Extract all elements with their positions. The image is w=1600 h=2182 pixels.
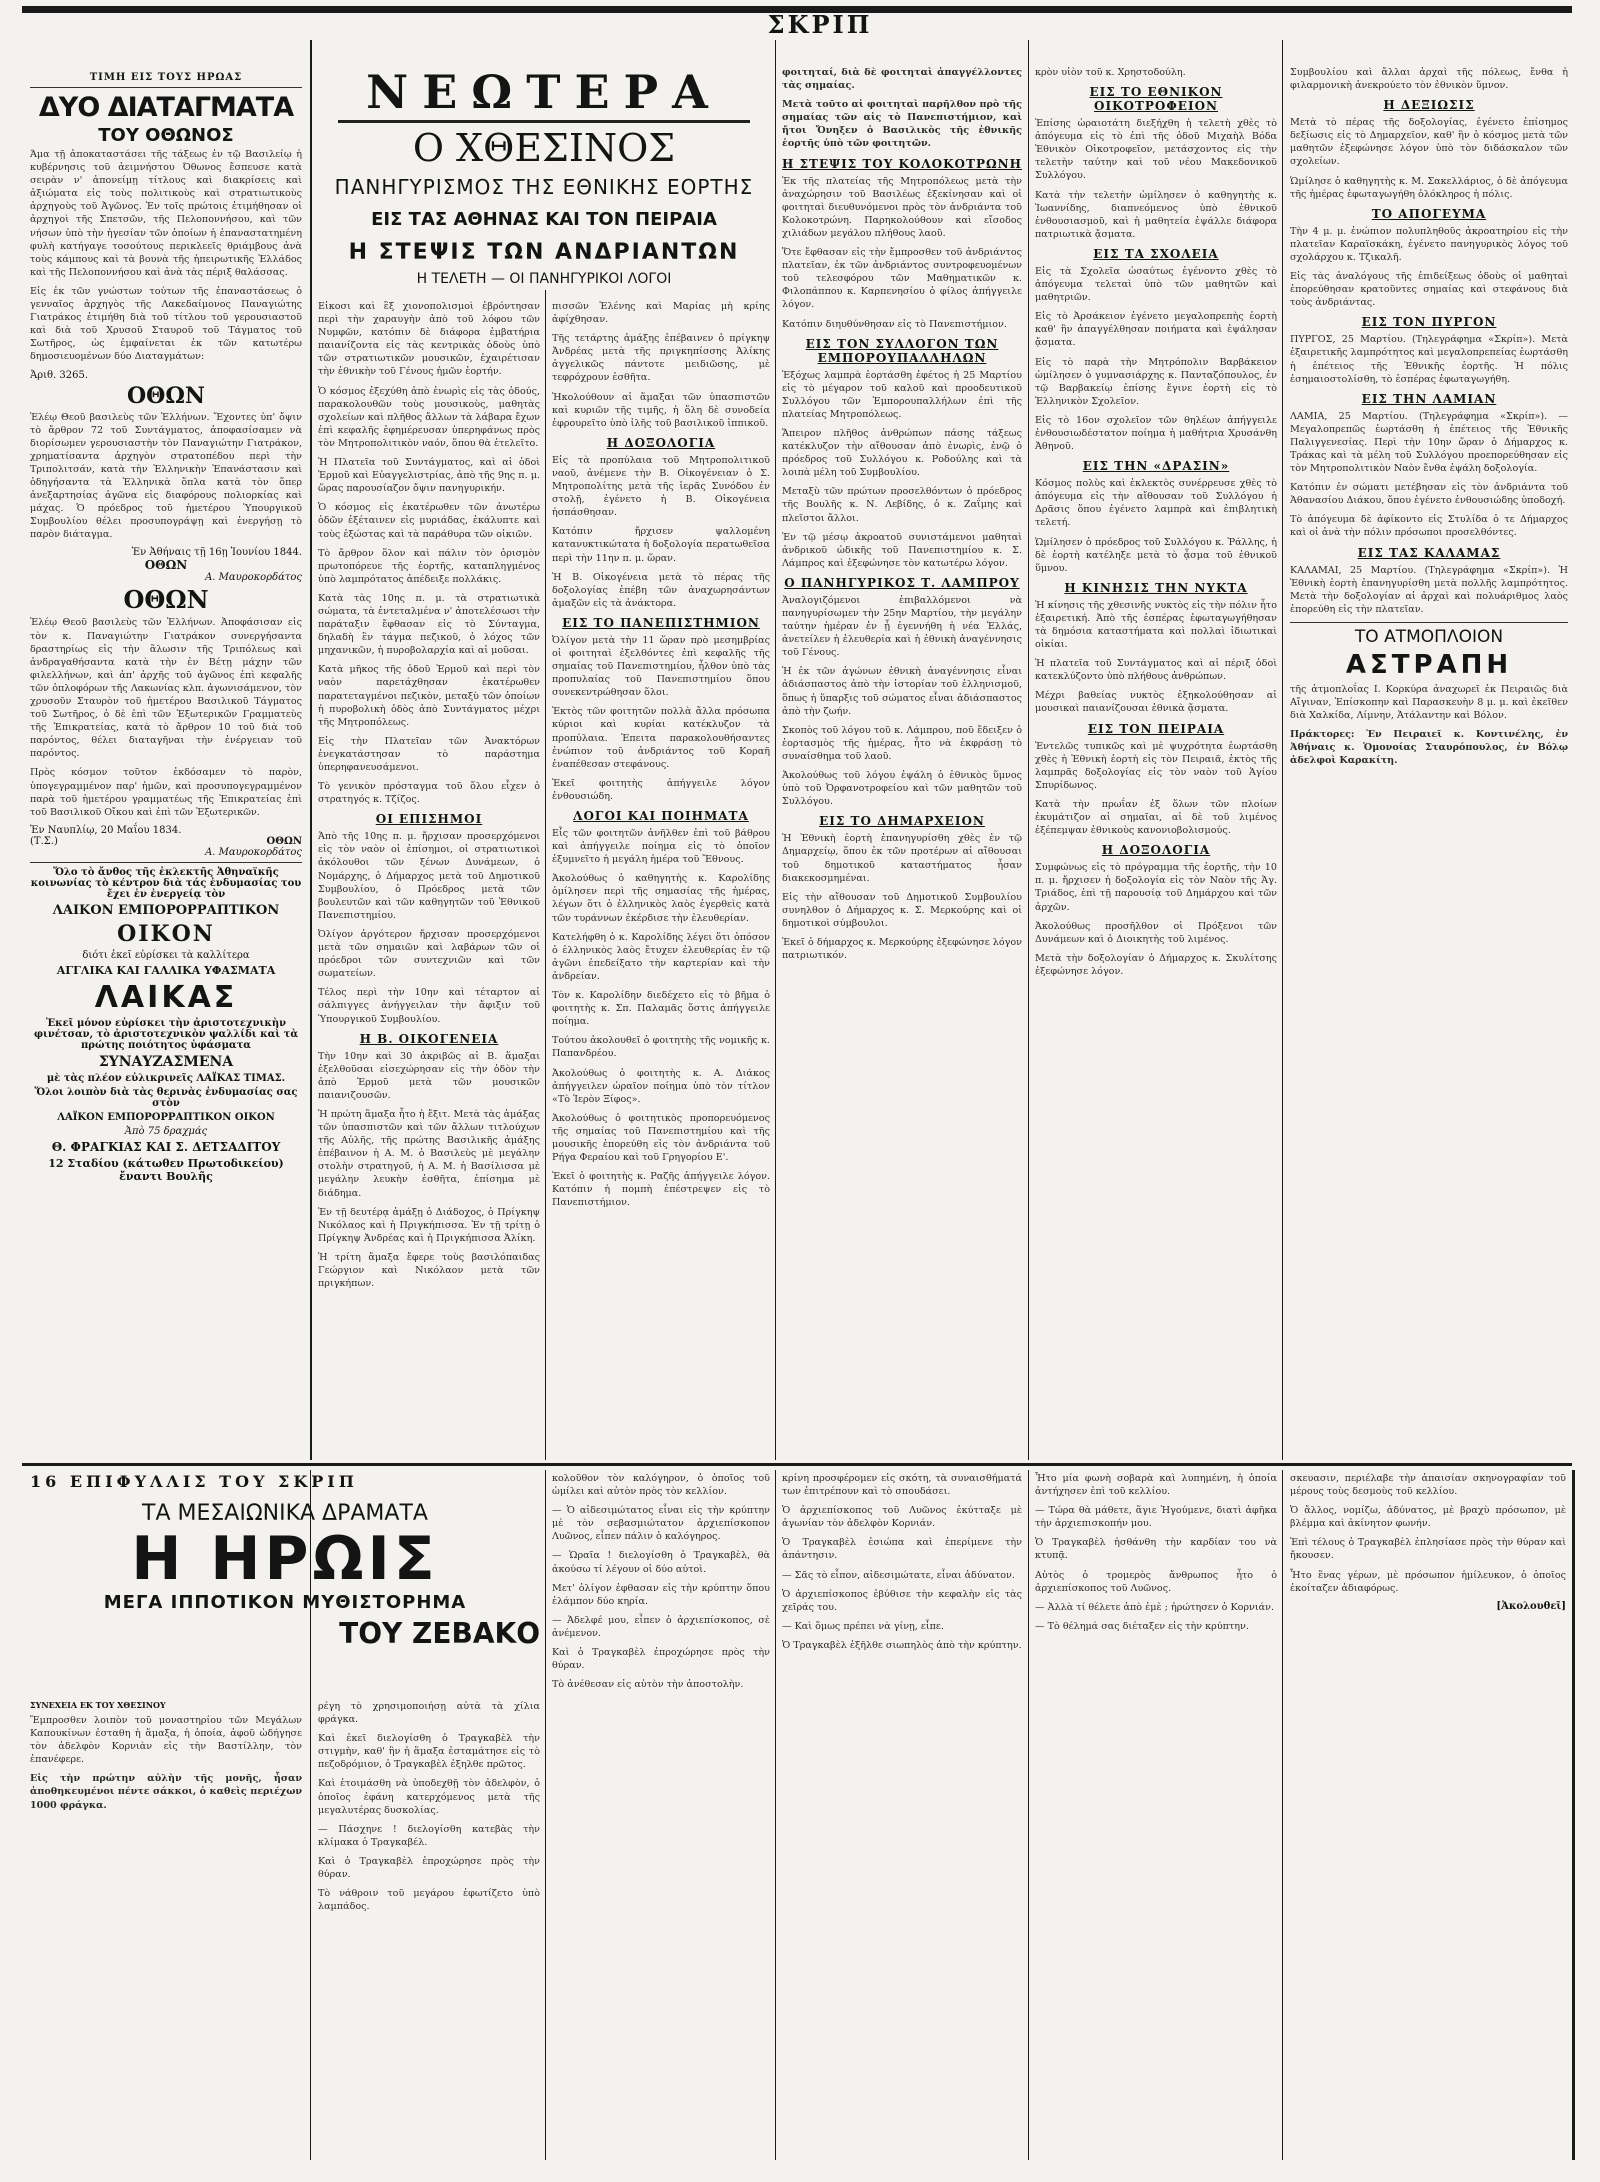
article-paragraph: Ἦτο μία φωνὴ σοβαρὰ καὶ λυπημένη, ἡ ὁποία ἀντήχησεν ἐπὶ τοῦ κελλίου. xyxy=(1035,1473,1277,1498)
section-heading: ΕΙΣ ΤΑΣ ΚΑΛΑΜΑΣ xyxy=(1357,545,1501,560)
column-6 xyxy=(1290,66,1568,1458)
article-paragraph: Ὡμίλησε ὁ καθηγητὴς κ. Μ. Σακελλάριος, ὁ δὲ ἀπόγευμα τῆς ἡμέρας ἐφωταγωγήθη ὁλόκληρος ἡ πόλις. xyxy=(1290,175,1568,200)
article-paragraph: Ἐκτὸς τῶν φοιτητῶν πολλὰ ἄλλα πρόσωπα κύριοι καὶ κυρίαι κατέκλυζον τὰ προπύλαια. Ἐπειτα παρακολουθήσαντες ἐνώπιον τοῦ ἀνδριάντος τοῦ Κοραῆ ἐναπέθεσαν στεφάνους. xyxy=(552,706,770,770)
headline: ΕΙΣ ΤΑΣ ΑΘΗΝΑΣ ΚΑΙ ΤΟΝ ΠΕΙΡΑΙΑ xyxy=(371,209,717,230)
section-heading: Η ΔΕΞΙΩΣΙΣ xyxy=(1383,98,1475,113)
serial-column-6 xyxy=(1290,1472,1566,2165)
article-paragraph: Κατόπιν ἐν σώματι μετέβησαν εἰς τὸν ἀνδριάντα τοῦ Ἀθανασίου Διάκου, ὅπου ἐγένετο ἐνθουσιώδης ὑποδοχή. xyxy=(1290,482,1568,507)
ad-heading: ΑΣΤΡΑΠΗ xyxy=(1345,649,1513,680)
seal-mark: (Τ.Σ.) xyxy=(30,835,58,847)
article-paragraph: Τέλος περὶ τὴν 10ην καὶ τέταρτον αἱ σάλπιγγες ἀνήγγειλαν τὴν ἄφιξιν τοῦ Ὑπουργικοῦ Συμβουλίου. xyxy=(318,987,540,1025)
article-paragraph: Κατὰ τὴν τελετὴν ὡμίλησεν ὁ καθηγητὴς κ. Ἰωαννίδης, διαπνεόμενος ὑπὸ ἐθνικοῦ ἐνθουσιασμοῦ, καὶ ἡ μαθητεία ἐψάλλε διάφορα πατριωτικὰ ᾄσματα. xyxy=(1035,189,1277,240)
section-heading: ΕΙΣ ΤΟΝ ΠΕΙΡΑΙΑ xyxy=(1087,721,1225,736)
decree-date: Ἐν Ναυπλίῳ, 20 Μαΐου 1834. xyxy=(30,824,182,836)
section-heading: Η ΚΙΝΗΣΙΣ ΤΗΝ ΝΥΚΤΑ xyxy=(1064,580,1248,595)
ad-heading: ΤΟ ΑΤΜΟΠΛΟΙΟΝ xyxy=(1354,626,1504,647)
article-paragraph: — Πάσχηνε ! διελογίσθη κατεβὰς τὴν κλίμακα ὁ Τραγκαβέλ. xyxy=(318,1823,540,1848)
article-paragraph: Ἀκολούθως ὁ φοιτητὴς κ. Α. Διάκος ἀπήγγειλεν ὡραῖον ποίημα ὑπὸ τὸν τίτλον «Τὸ Ἱερὸν Ξίφος». xyxy=(552,1067,770,1105)
countersignature: Α. Μαυροκορδάτος xyxy=(205,846,302,858)
section-heading: Η ΔΟΞΟΛΟΓΙΑ xyxy=(1101,843,1211,858)
article-paragraph: Ἐκ τῆς πλατείας τῆς Μητροπόλεως μετὰ τὴν ἀναχώρησιν τοῦ Βασιλέως ἐξεκίνησαν καὶ οἱ φοιτηταὶ διευθυνόμενοι πρὸς τὸν ἀνδριάντα τοῦ Κολοκοτρώνη. Παρηκολούθουν καὶ εἴσοδος χιλιάδων μεγάλου πλήθους λαοῦ. xyxy=(782,175,1022,239)
section-heading: ΤΟ ΑΠΟΓΕΥΜΑ xyxy=(1371,206,1487,221)
article-paragraph: Ἐλέῳ Θεοῦ βασιλεὺς τῶν Ἑλλήνων. Ἀποφάσισαν εἰς τὸν κ. Παναγιώτην Γιατράκον συνεργήσαντα δραστηρίως εἰς τὴν ἅλωσιν τῆς Τριπόλεως καὶ ἀνδραγαθήσαντα κατὰ τὴν ἐν Βέτῃ μάχην τῶν φιλελλήνων, καὶ ἀπ' ἀρχῆς τοῦ ἀγῶνος ἐπὶ κεφαλῆς τῶν ὁπλοφόρων τῆς Λακωνίας κλπ. ἀγωνισάμενον, τὸν χρυσοῦν Σταυρὸν τοῦ ἡμετέρου Βασιλικοῦ Τάγματος τοῦ Σωτῆρος, ὁ δὲ ἐπὶ τῶν Ἐξωτερικῶν Γραμματεὺς τῆς Ἐπικρατείας, κατὰ τὸ ἄρθρον 10 τοῦ διὰ τοῦ παρόντος, θέλει διαταγῆναι τὴν ἐνέργειαν τοῦ παρόντος. xyxy=(30,617,302,760)
article-paragraph: Ὁ ἀρχιεπίσκοπος τοῦ Λυῶνος ἐκύτταξε μὲ ἀγωνίαν τὸν ἀδελφὸν Κορνιάν. xyxy=(782,1505,1022,1530)
decree-date: Ἐν Ἀθήναις τῇ 16ῃ Ἰουνίου 1844. xyxy=(131,547,302,559)
ad-owner: Θ. ΦΡΑΓΚΙΑΣ ΚΑΙ Σ. ΔΕΤΣΑΔΙΤΟΥ xyxy=(51,1139,281,1154)
ad-text: Ὅλο τὸ ἄνθος τῆς ἐκλεκτῆς Ἀθηναϊκῆς κοινωνίας τὸ κέντρον διὰ τάς ἐνδυμασίας του ἔχει ἐν ἐνεργείᾳ τὸν xyxy=(30,866,302,900)
serial-header xyxy=(30,1472,540,1672)
article-paragraph: Κατὰ τὴν πρωΐαν ἐξ ὅλων τῶν πλοίων ἐκυμάτιζον αἱ σημαῖαι, αἱ δὲ τοῦ λιμένος ἐξέπεμψαν ἐθνικοὺς κανονιοβολισμούς. xyxy=(1035,798,1277,837)
article-paragraph: Συμβουλίου καὶ ἄλλαι ἀρχαὶ τῆς πόλεως, ἔνθα ἡ φιλαρμονικὴ ἀνεκρούετο τὸν ἐθνικὸν ὕμνον. xyxy=(1290,67,1568,92)
ad-heading: ΛΑΙΚΟΝ ΕΜΠΟΡΟΡΡΑΠΤΙΚΟΝ xyxy=(52,902,280,918)
ad-text: διότι ἐκεῖ εὑρίσκει τὰ καλλίτερα xyxy=(82,949,250,961)
subheadline: ΤΟΥ ΟΘΩΝΟΣ xyxy=(98,125,234,146)
article-paragraph: ρέγη τὸ χρησιμοποιήσῃ αὐτὰ τὰ χίλια φράγκα. xyxy=(318,1701,540,1726)
article-paragraph: Ἐν τῇ δευτέρᾳ ἁμάξῃ ὁ Διάδοχος, ὁ Πρίγκηψ Νικόλαος καὶ ἡ Πριγκήπισσα. Ἐν τῇ τρίτῃ ὁ Πρίγκηψ Ἀνδρέας καὶ ἡ Πριγκήπισσα Ἀλίκη. xyxy=(318,1206,540,1244)
serial-banner: 16 ΕΠΙΦΥΛΛΙΣ ΤΟΥ ΣΚΡΙΠ xyxy=(30,1472,358,1491)
ad-heading: ΛΑΙΚΑΣ xyxy=(94,979,238,1015)
section-heading: ΕΙΣ ΤΑ ΣΧΟΛΕΙΑ xyxy=(1093,246,1219,261)
article-paragraph: Ἦτο ἕνας γέρων, μὲ πρόσωπον ἡμίλευκον, ὁ ὁποῖος ἐκοίταζεν ἀδιαφόρως. xyxy=(1290,1569,1566,1594)
article-paragraph: Ὁ Τραγκαβὲλ ἠσθάνθη τὴν καρδίαν του νὰ κτυπᾷ. xyxy=(1035,1537,1277,1562)
article-paragraph: — Ὡραῖα ! διελογίσθη ὁ Τραγκαβὲλ, θὰ ἀκούσω τί λέγουν οἱ δύο αὐτοὶ. xyxy=(552,1550,770,1575)
column-rule xyxy=(545,290,546,1460)
article-paragraph: Τὸ γενικὸν πρόσταγμα τοῦ ὅλου εἶχεν ὁ στρατηγός κ. Τζίζος. xyxy=(318,781,540,806)
article-paragraph: Ἐν τῷ μέσῳ ἀκροατοῦ συνιστάμενοι μαθηταὶ ἀνδρικοῦ ὠδικῆς τοῦ Πανεπιστημίου κ. Σ. Λάμπρος καὶ ἐξεφώνησε τὸν κατωτέρω λόγον. xyxy=(782,531,1022,569)
article-paragraph: Εἰς τὰ προπύλαια τοῦ Μητροπολιτικοῦ ναοῦ, ἀνέμενε τὴν Β. Οἰκογένειαν ὁ Σ. Μητροπολίτης μετὰ τῆς ἱερᾶς Συνόδου ἐν στολῇ, ἐγένετο ἡ Β. Οἰκογένεια ἠσπάσθησαν. xyxy=(552,454,770,519)
article-paragraph: Κόσμος πολὺς καὶ ἐκλεκτὸς συνέρρευσε χθὲς τὸ ἀπόγευμα εἰς τὴν αἴθουσαν τοῦ Συλλόγου ἡ Δρᾶσις ὅπου ἐγένετο λαμπρὰ καὶ ἐπιβλητικὴ τελετή. xyxy=(1035,478,1277,529)
column-rule xyxy=(310,40,312,1460)
article-paragraph: Κατὰ τὰς 10ης π. μ. τὰ στρατιωτικὰ σώματα, τὰ ἐντεταλμένα ν' ἀποτελέσωσι τὴν παράταξιν ἔφθασαν εἰς τὸ Σύνταγμα, δηλαδὴ ἓν τάγμα πεζικοῦ, ὁ λόχος τῶν μηχανικῶν, ἡ πυροβολαρχία καὶ αἱ μοῦσαι. xyxy=(318,592,540,657)
article-paragraph: Ἀπὸ τῆς 10ης π. μ. ἤρχισαν προσερχόμενοι εἰς τὸν ναὸν οἱ ἐπίσημοι, οἱ στρατιωτικοὶ ἀκόλουθοι τῶν ξένων Δυνάμεων, ὁ Νομάρχης, ὁ Δήμαρχος μετὰ τοῦ Δημοτικοῦ Συμβουλίου, ὁ Πρόεδρος μετὰ τῶν βουλευτῶν καὶ τῶν καθηγητῶν τοῦ Ἐθνικοῦ Πανεπιστημίου. xyxy=(318,831,540,921)
article-paragraph: Μεταξὺ τῶν πρώτων προσελθόντων ὁ πρόεδρος τῆς Βουλῆς κ. Ν. Λεβίδης, ὁ κ. Ζαΐμης καὶ πλεῖστοι ἄλλοι. xyxy=(782,486,1022,524)
article-paragraph: Ὁ κόσμος ἐξεχύθη ἀπὸ ἐνωρὶς εἰς τὰς ὁδούς, παρακολουθῶν τοὺς μουσικοὺς, μαθητὰς σχολείων καὶ πλῆθος ἄλλων τὰ λάβαρα ἔχων ἐπὶ κεφαλῆς ἐφημέρευσαν ὑπερηφάνως πρὸς τὸν Μητροπολιτικὸν ναόν, ὅπου θὰ ἐτελεῖτο. xyxy=(318,385,540,449)
article-paragraph: Ἡ κίνησις τῆς χθεσινῆς νυκτὸς εἰς τὴν πόλιν ἦτο ἐξαιρετική. Ἀπὸ τῆς ἑσπέρας ἐφωταγωγήθησαν τὰ δημόσια καταστήματα καὶ πολλαὶ ἰδιωτικαὶ οἰκίαι. xyxy=(1035,599,1277,651)
headline: Η ΣΤΕΨΙΣ ΤΩΝ ΑΝΔΡΙΑΝΤΩΝ xyxy=(348,240,740,265)
ad-text: Πράκτορες: Ἐν Πειραιεῖ κ. Κοντινέλης, ἐν Ἀθήναις κ. Ὁμονοίας Σταυρόπουλος, ἐν Βόλῳ ἀδελφοὶ Καρακίτη. xyxy=(1290,729,1568,767)
article-paragraph: ΛΑΜΙΑ, 25 Μαρτίου. (Τηλεγράφημα «Σκρίπ»). — Μεγαλοπρεπῶς ἑωρτάσθη ἡ ἐπέτειος τῆς Ἐθνικῆς Παλιγγενεσίας. Περὶ τὴν 10ην ὥραν ὁ Δήμαρχος κ. Τράκας καὶ τὰ μέλη τοῦ Συλλόγου προεπορεύθησαν εἰς τὸν Μητροπολιτικὸν Ναὸν ἔνθα ἐψάλη δοξολογία. xyxy=(1290,410,1568,475)
article-paragraph: — Τὸ θέλημά σας διέταξεν εἰς τὴν κρύπτην. xyxy=(1035,1620,1249,1632)
ad-text: Ὅλοι λοιπὸν διὰ τὰς θερινὰς ἐνδυμασίας σας στὸν xyxy=(34,1086,298,1109)
article-paragraph: Καὶ ὁ Τραγκαβὲλ ἐπροχώρησε πρὸς τὴν θύραν. xyxy=(318,1855,540,1881)
article-paragraph: Εἰς τὴν Πλατεῖαν τῶν Ἀνακτόρων ἐνεγκατάστησαν τὸ παράστημα ὑπερηφανευσάμενοι. xyxy=(318,735,540,773)
signature: ΟΘΩΝ xyxy=(266,835,302,847)
column-rule xyxy=(545,1470,546,2160)
article-paragraph: — Καὶ ὅμως πρέπει νὰ γίνῃ, εἶπε. xyxy=(782,1620,944,1632)
column-5 xyxy=(1035,66,1277,1458)
article-paragraph: Ἡ Ἐθνικὴ ἑορτὴ ἐπανηγυρίσθη χθὲς ἐν τῷ Δημαρχείῳ, ὅπου ἐκ τῶν προτέρων αἱ αἴθουσαι τοῦ δημοτικοῦ καταστήματος ἦσαν διακεκοσμημέναι. xyxy=(782,833,1022,884)
article-paragraph: — Σᾶς τὸ εἶπον, αἰδεσιμώτατε, εἶναι ἀδύνατον. xyxy=(782,1569,1015,1581)
signature: ΟΘΩΝ xyxy=(144,558,188,573)
article-paragraph: Τὴν 4 μ. μ. ἐνώπιον πολυπληθοῦς ἀκροατηρίου εἰς τὴν πλατεῖαν Καραϊσκάκη, ἐγένετο πανηγυρικὸς λόγος τοῦ σχολάρχου κ. Τζικαλῆ. xyxy=(1290,225,1568,263)
section-heading: ΕΙΣ ΤΟΝ ΠΥΡΓΟΝ xyxy=(1361,315,1497,330)
article-paragraph: Ἐκεῖ ὁ δήμαρχος κ. Μερκούρης ἐξεφώνησε λόγον πατριωτικόν. xyxy=(782,936,1022,962)
article-paragraph: Μετὰ τοῦτο αἱ φοιτηταὶ παρῆλθον πρὸ τῆς σημαίας τῶν αἰς τὸ Πανεπιστήμιον, καὶ ἤτοι Ὄνηξεν ὁ Βασιλικὸς τῆς ἐθνικῆς ἑορτῆς ὑπὸ τῶν φοιτητῶν. xyxy=(782,99,1022,150)
article-paragraph: Αὐτὸς ὁ τρομερὸς ἄνθρωπος ἦτο ὁ ἀρχιεπίσκοπος τοῦ Λυῶνος. xyxy=(1035,1569,1277,1594)
kicker: ΤΙΜΗ ΕΙΣ ΤΟΥΣ ΗΡΩΑΣ xyxy=(89,72,243,83)
column-rule xyxy=(1028,40,1029,1460)
article-paragraph: Ὁ Τραγκαβὲλ ἐξῆλθε σιωπηλὸς ἀπὸ τὴν κρύπτην. xyxy=(782,1639,1022,1651)
section-heading: Η Β. ΟΙΚΟΓΕΝΕΙΑ xyxy=(359,1031,499,1046)
page-edge-rule xyxy=(1572,1470,1575,2160)
article-paragraph: — Ἀλλὰ τί θέλετε ἀπὸ ἐμὲ ; ἠρώτησεν ὁ Κορνιάν. xyxy=(1035,1601,1275,1613)
article-paragraph: Εἷς τῶν φοιτητῶν ἀνῆλθεν ἐπὶ τοῦ βάθρου καὶ ἀπήγγειλε ποίημα εἰς τὸ ὁποῖον ἐξυμνεῖτο ἡ μεγάλη ἡμέρα τοῦ Ἔθνους. xyxy=(552,828,770,866)
article-paragraph: Εἰς τὰ Σχολεῖα ὡσαύτως ἐγένοντο χθὲς τὸ ἀπόγευμα τελεταὶ ὑπὸ τῶν μαθητῶν καὶ μαθητριῶν. xyxy=(1035,265,1277,304)
serial-heading: ΤΑ ΜΕΣΑΙΩΝΙΚΑ ΔΡΑΜΑΤΑ xyxy=(142,1501,428,1526)
section-divider xyxy=(22,1463,1572,1466)
article-paragraph: πισσῶν Ἑλένης καὶ Μαρίας μὴ κρίης ἀφίχθησαν. xyxy=(552,301,770,326)
article-paragraph: Ἀκολούθως τοῦ λόγου ἐψάλη ὁ ἐθνικὸς ὕμνος ὑπὸ τοῦ Ὀρφανοτροφείου καὶ τῶν μαθητῶν τοῦ Συλλόγου. xyxy=(782,770,1022,808)
section-heading: ΟΙ ΕΠΙΣΗΜΟΙ xyxy=(375,812,483,827)
section-heading: ΕΙΣ ΤΟ ΕΘΝΙΚΟΝ ΟΙΚΟΤΡΟΦΕΙΟΝ xyxy=(1089,85,1223,114)
article-paragraph: — Τώρα θὰ μάθετε, ἅγιε Ἡγούμενε, διατὶ ἀφῆκα τὴν ἀρχιεπισκοπήν μου. xyxy=(1035,1505,1277,1530)
article-paragraph: Μέχρι βαθείας νυκτὸς ἐξηκολούθησαν αἱ μουσικαὶ παιανίζουσαι ἐθνικὰ ᾄσματα. xyxy=(1035,690,1277,715)
column-rule xyxy=(775,40,776,1460)
section-heading: ΕΙΣ ΤΗΝ «ΔΡΑΣΙΝ» xyxy=(1082,459,1230,474)
serial-column-2 xyxy=(318,1700,540,2165)
article-paragraph: Εἰκοσι καὶ ἓξ χιονοπολισμοὶ ἐβρόντησαν περὶ τὴν χαραυγὴν ἀπὸ τοῦ λόφου τῶν Νυμφῶν, κατόπιν δὲ διάφορα ἐμβατήρια παιανίζοντα εἰς τὰς κεντρικὰς ὁδοὺς ὑπὸ τῶν στρατιωτικῶν μουσικῶν, ἐχαιρέτισαν τὴν ἐθνικὴν τοῦ Γένους ἡμῶν ἑορτήν. xyxy=(318,301,540,378)
article-paragraph: Εἰς τὸ Ἀρσάκειον ἐγένετο μεγαλοπρεπὴς ἑορτὴ καθ' ἣν ἀπαγγέλθησαν ποιήματα καὶ ἐψάλησαν ᾄσματα. xyxy=(1035,311,1277,349)
section-heading: Η ΣΤΕΨΙΣ ΤΟΥ ΚΟΛΟΚΟΤΡΩΝΗ xyxy=(782,156,1022,171)
serial-column-4 xyxy=(782,1472,1022,2165)
article-paragraph: Ἠκολούθουν αἱ ἅμαξαι τῶν ὑπασπιστῶν καὶ κυριῶν τῆς τιμῆς, ἡ ὅλη δὲ συνοδεία ἐφρουρεῖτο ὑπὸ ἰλῆς τοῦ βασιλικοῦ ἱππικοῦ. xyxy=(552,391,770,429)
article-paragraph: Τὸ νάθροιν τοῦ μεγάρου ἐφωτίζετο ὑπὸ λαμπάδος. xyxy=(318,1888,540,1913)
divider xyxy=(30,862,302,863)
article-paragraph: Εἰς τὰς ἀναλόγους τῆς ἐπιδείξεως ὁδοὺς οἱ μαθηταὶ ἐπορεύθησαν κρατοῦντες σημαίας καὶ στεφάνους διὰ τοὺς ἀνδριάντας. xyxy=(1290,271,1568,309)
article-paragraph: Σκοπὸς τοῦ λόγου τοῦ κ. Λάμπρου, ποῦ ἔδειξεν ὁ ἑορτασμὸς τῆς ἡμέρας, ἦτο νὰ ἐκφράσῃ τὸ συναίσθημα τοῦ λαοῦ. xyxy=(782,724,1022,762)
article-paragraph: Ὁ ἀρχιεπίσκοπος ἐβύθισε τὴν κεφαλὴν εἰς τὰς χεῖράς του. xyxy=(782,1588,1022,1613)
article-paragraph: ΚΑΛΑΜΑΙ, 25 Μαρτίου. (Τηλεγράφημα «Σκρίπ»). Ἡ Ἐθνικὴ ἑορτὴ ἐπανηγυρίσθη μετὰ πολλῆς λαμπρότητος. Μετὰ τὴν δοξολογίαν αἱ ἀρχαὶ καὶ πολυάριθμος λαὸς ἐπορεύθη εἰς τὴν πλατεῖαν. xyxy=(1290,564,1568,615)
article-paragraph: Τῆς τετάρτης ἁμάξης ἐπέβαινεν ὁ πρίγκηψ Ἀνδρέας μετὰ τῆς πριγκηπίσσης Ἀλίκης ἀγγελικῶς πάντοτε μειδιῶσης, μὲ τεφρόχρουν ἐσθῆτα. xyxy=(552,333,770,384)
section-heading: ΕΙΣ ΤΗΝ ΛΑΜΙΑΝ xyxy=(1361,391,1497,406)
divider xyxy=(338,120,750,123)
ad-text: ΑΓΓΛΙΚΑ ΚΑΙ ΓΑΛΛΙΚΑ ΥΦΑΣΜΑΤΑ xyxy=(56,963,276,977)
article-paragraph: Ἀκολούθως προσῆλθον οἱ Πρόξενοι τῶν Δυνάμεων καὶ ὁ Διοικητὴς τοῦ λιμένος. xyxy=(1035,920,1277,945)
article-paragraph: Εἰς τὸ παρὰ τὴν Μητρόπολιν Βαρβάκειον ὡμίλησεν ὁ γυμνασιάρχης κ. Πανταζόπουλος, ἐν τῷ Βαρβακείῳ ἐπίσης ἔγινε ἑορτὴ εἰς τὸ Ἑλληνικὸν Σχολεῖον. xyxy=(1035,356,1277,407)
article-paragraph: Ὁ ἄλλος, νομίζω, ἀδύνατος, μὲ βραχὺ πρόσωπον, μὲ βλέμμα καὶ ἀκίνητον φωνήν. xyxy=(1290,1505,1566,1530)
divider xyxy=(1290,622,1568,623)
column-rule xyxy=(1282,1470,1283,2160)
article-paragraph: Ἡ τρίτη ἅμαξα ἔφερε τοὺς βασιλόπαιδας Γεώργιον καὶ Νικόλαον μετὰ τῶν πριγκήπων. xyxy=(318,1251,540,1290)
ad-text: Ἐκεῖ μόνον εὑρίσκει τὴν ἀριστοτεχνικὴν φινέτσαν, τὸ ἀριστοτεχνικὸν ψαλλίδι καὶ τὰ πρώτης ποιότητος ὑφάσματα xyxy=(33,1017,299,1051)
column-1 xyxy=(30,66,302,1461)
article-paragraph: Ἔμπροσθεν λοιπὸν τοῦ μοναστηρίου τῶν Μεγάλων Καπουκίνων ἐσταθη ἡ ἅμαξα, ἡ ὁποία, ἀφοῦ ὡδήγησε τὸν ἀδελφὸν Κορνιὰν εἰς τὴν Βαστίλλην, τὸν ἐπανέφερε. xyxy=(30,1715,302,1766)
article-paragraph: Ἡ ἐκ τῶν ἀγώνων ἐθνικὴ ἀναγέννησις εἶναι ἀδιάσπαστος ἀπὸ τὴν ἱστορίαν τοῦ ἑλληνισμοῦ, ὅπως ἡ ὕπαρξις τοῦ σώματος εἶναι ἀδιάσπαστος ἀπὸ τὴν ζωήν. xyxy=(782,666,1022,717)
article-paragraph: Συμφώνως εἰς τὸ πρόγραμμα τῆς ἑορτῆς, τὴν 10 π. μ. ἤρχισεν ἡ δοξολογία εἰς τὸν Ναὸν τῆς Ἁγ. Τριάδος, ἐπὶ τῇ παρουσίᾳ τοῦ Δημάρχου καὶ τῶν ἀρχῶν. xyxy=(1035,862,1277,913)
article-paragraph: Ἀναλογιζόμενοι ἐπιβαλλόμενοι νὰ πανηγυρίσωμεν τὴν 25ην Μαρτίου, τὴν μεγάλην ταύτην ἡμέραν ἐν ᾗ ἐγεννήθη ἡ νέα Ἑλλάς, ἀνετείλεν ἡ ἐλευθερία καὶ ἡ ἐθνικὴ ἀναγέννησις τοῦ Γένους. xyxy=(782,594,1022,659)
divider xyxy=(30,87,302,88)
section-heading: ΕΙΣ ΤΟ ΠΑΝΕΠΙΣΤΗΜΙΟΝ xyxy=(562,615,760,630)
article-paragraph: Εἰς τὴν αἴθουσαν τοῦ Δημοτικοῦ Συμβουλίου συνηλθον ὁ Δήμαρχος κ. Σ. Μερκούρης καὶ οἱ δημοτικοὶ σύμβουλοι. xyxy=(782,891,1022,929)
section-heading: ΕΙΣ ΤΟ ΔΗΜΑΡΧΕΙΟΝ xyxy=(819,814,985,829)
article-paragraph: Κατὰ μῆκος τῆς ὁδοῦ Ἑρμοῦ καὶ περὶ τὸν ναὸν παρετάχθησαν ἑκατέρωθεν παρατεταγμένοι πεζικὸν, μεταξὺ τῶν ὁποίων ἡ πυροβολικὴ ὁδὸς ἀπὸ Συντάγματος μέχρι τῆς Μητροπόλεως. xyxy=(318,664,540,728)
article-paragraph: Τὸ ἄρθρον ὅλον καὶ πάλιν τὸν ὁρισμὸν πρωτοπόρευε τῆς ἑορτῆς, καταπληγμένος ὑπὸ λαμπρότατος ἀπέδειξε πολλάκις. xyxy=(318,547,540,585)
subheadline: Η ΤΕΛΕΤΗ — ΟΙ ΠΑΝΗΓΥΡΙΚΟΙ ΛΟΓΟΙ xyxy=(416,271,672,287)
article-paragraph: Μετ' ὀλίγον ἐφθασαν εἰς τὴν κρύπτην ὅπου ἐλάμπον δύο κηρία. xyxy=(552,1582,770,1607)
article-paragraph: Ἡ Β. Οἰκογένεια μετὰ τὸ πέρας τῆς δοξολογίας ἐπέβη τῶν ἀναχωρησάντων ἁμαξῶν εἰς τὰ ἀνάκτορα. xyxy=(552,571,770,609)
headline: ΔΥΟ ΔΙΑΤΑΓΜΑΤΑ xyxy=(38,92,294,123)
advertisement xyxy=(30,867,302,1183)
column-rule xyxy=(1028,1470,1029,2160)
headline: Ο ΧΘΕΣΙΝΟΣ xyxy=(412,126,676,170)
article-paragraph: Κατόπιν διηυθύνθησαν εἰς τὸ Πανεπιστήμιον. xyxy=(782,318,1007,330)
ad-text: τῆς ἀτμοπλοΐας Ι. Κορκύρα ἀναχωρεῖ ἐκ Πειραιῶς διὰ Αἴγιναν, Ἐπίσκοπην καὶ Παρασκευὴν 8 μ. μ. καὶ ἐκεῖθεν διὰ Χαλκίδα, Λίμνην, Ἀτάλαντην καὶ Βόλον. xyxy=(1290,683,1568,722)
article-paragraph: Ὀλίγον ἀργότερον ἤρχισαν προσερχόμενοι μετὰ τῶν σημαιῶν καὶ λαβάρων τῶν οἱ πρόεδροι τῶν συντεχνιῶν καὶ τῶν σωματείων. xyxy=(318,928,540,980)
article-paragraph: Τὸ ἀπόγευμα δὲ ἀφίκοντο εἰς Στυλίδα ὁ τε Δήμαρχος καὶ οἱ ἀνὰ τὴν πόλιν πρόσωποι προσελθόντες. xyxy=(1290,514,1568,539)
lead-headline-block xyxy=(318,66,770,306)
article-paragraph: Καὶ ὁ Τραγκαβὲλ ἐπροχώρησε πρὸς τὴν θύραν. xyxy=(552,1647,770,1672)
article-paragraph: φοιτηταί, διὰ δὲ φοιτηταὶ ἀπαγγέλλοντες τὰς σημαίας. xyxy=(782,67,1022,92)
column-rule xyxy=(1282,40,1283,1460)
article-paragraph: Κατόπιν ἤρχισεν ψαλλομένη κατανυκτικώτατα ἡ δοξολογία περατωθεῖσα περὶ τὴν 11ην π. μ. ὥραν. xyxy=(552,526,770,564)
article-paragraph: Ἀκολούθως ὁ καθηγητὴς κ. Καρολίδης ὁμίλησεν περὶ τῆς σημασίας τῆς ἡμέρας, λέγων ὅτι ὁ ἑλληνικὸς λαὸς ἐγερθεὶς κατὰ τῶν τυράννων ἐκέρδισε τὴν ἐλευθερίαν. xyxy=(552,873,770,924)
steamship-advertisement xyxy=(1290,627,1568,768)
article-paragraph: Ὁ Τραγκαβὲλ ἐσιώπα καὶ ἐπερίμενε τὴν ἀπάντησιν. xyxy=(782,1537,1022,1562)
ad-heading: ΟΙΚΟΝ xyxy=(117,920,215,947)
article-paragraph: Ἐπὶ τέλους ὁ Τραγκαβὲλ ἐπλησίασε πρὸς τὴν θύραν καὶ ἤκουσεν. xyxy=(1290,1537,1566,1562)
article-paragraph: Καὶ ἐκεῖ διελογίσθη ὁ Τραγκαβὲλ τὴν στιγμὴν, καθ' ἣν ἡ ἅμαξα ἐσταμάτησε εἰς τὸ πεζοδρόμιον, ὁ Τραγκαβὲλ ἐξηλθε πρῶτος. xyxy=(318,1733,540,1771)
serial-author: ΤΟΥ ΖΕΒΑΚΟ xyxy=(339,1617,540,1650)
article-paragraph: Ἡ πρώτη ἅμαξα ἦτο ἡ ἔξιτ. Μετὰ τὰς ἁμάξας τῶν ὑπασπιστῶν καὶ τῶν ἄλλων τιτλούχων τῆς Αὐλῆς, τῆς πρώτης Βασιλικῆς ἁμάξης ἐπέβαινον ἡ Α. Μ. ὁ Βασιλεὺς μὲ μεγάλην στολὴν στρατηγοῦ, ἡ Α. Μ. ἡ Βασίλισσα μὲ μεγάλην λευκὴν ἐσθῆτα, ἐπίσημα μὲ διάδημα. xyxy=(318,1108,540,1199)
article-paragraph: σκευασιν, περιέλαβε τὴν ἀπαισίαν σκηνογραφίαν τοῦ μέρους τοὺς δεσμοὺς τοῦ κελλίου. xyxy=(1290,1473,1566,1498)
ad-text: ΛΑΪΚΟΝ ΕΜΠΟΡΟΡΡΑΠΤΙΚΟΝ ΟΙΚΟΝ xyxy=(57,1111,275,1123)
article-paragraph: Ὁ κόσμος εἰς ἑκατέρωθεν τῶν ἀνωτέρω ὁδῶν ἐξέταινεν εἰς μυριάδας, ἐκάλυπτε καὶ τοὺς ἐξώστας καὶ τὰ παράθυρα τῶν οἰκιῶν. xyxy=(318,502,540,540)
section-heading: ΕΙΣ ΤΟΝ ΣΥΛΛΟΓΟΝ ΤΩΝ ΕΜΠΟΡΟΥΠΑΛΛΗΛΩΝ xyxy=(805,336,999,365)
section-heading: ΛΟΓΟΙ ΚΑΙ ΠΟΙΗΜΑΤΑ xyxy=(573,809,749,823)
serial-subtitle: ΜΕΓΑ ΙΠΠΟΤΙΚΟΝ ΜΥΘΙΣΤΟΡΗΜΑ xyxy=(103,1592,467,1613)
article-paragraph: Τὸ ἀνέθεσαν εἰς αὐτὸν τὴν ἀποστολὴν. xyxy=(552,1679,744,1691)
decree-heading: ΟΘΩΝ xyxy=(126,382,206,409)
article-paragraph: Ἐλέῳ Θεοῦ βασιλεὺς τῶν Ἑλλήνων. Ἔχοντες ὑπ' ὄψιν τὸ ἄρθρον 72 τοῦ Συντάγματος, ἀποφασίσαμεν νὰ διορίσωμεν γερουσιαστὴν τὸν Παναγιώτην Γιατράκον, χρηματίσαντα ἀρχηγὸν στρατοπέδου περὶ τὴν Τριπολιτσάν, κατὰ τὴν Ἑλληνικὴν Ἐπανάστασιν καὶ ὁδηγήσαντα τὰ Ἑλληνικὰ ὅπλα κατὰ τὸν ὅπερ ἀνεξαρτησίας ἀγῶνα εἰς διαφόρους πολιορκίας καὶ μάχας. Ὁ πρόεδρος τοῦ ἡμετέρου Ὑπουργικοῦ Συμβουλίου θέλει προσυπογράψῃ καὶ ἐνεργήσῃ τὸ παρὸν διάταγμα. xyxy=(30,411,302,541)
article-paragraph: Κατελήφθη ὁ κ. Καρολίδης λέγει ὅτι ὁπόσον ὁ ἑλληνικὸς λαὸς ἔτυχεν ἐλευθερίας ἐν τῷ ἀγῶνι ἐπεδείξατο τὴν καρτερίαν καὶ τὴν ἀνδρείαν. xyxy=(552,931,770,982)
article-paragraph: Ἐντελῶς τυπικῶς καὶ μὲ ψυχρότητα ἑωρτάσθη χθὲς ἡ Ἐθνικὴ ἑορτὴ εἰς τὸν Πειραιᾶ, ἐκτὸς τῆς λαμπρᾶς δοξολογίας εἰς τὸν ναὸν τοῦ Ἁγίου Σπυρίδωνος. xyxy=(1035,740,1277,791)
column-2 xyxy=(318,300,540,1460)
serial-column-1 xyxy=(30,1700,302,2165)
serial-column-5 xyxy=(1035,1472,1277,2165)
ad-heading: ΣΥΝΑΥΖΑΣΜΕΝΑ xyxy=(98,1053,234,1070)
article-paragraph: Ἐκεῖ ὁ φοιτητὴς κ. Ραζῆς ἀπήγγειλε λόγον. Κατόπιν ἡ πομπὴ ἐπέστρεψεν εἰς τὸ Πανεπιστήμιον. xyxy=(552,1171,770,1209)
article-paragraph: Εἰς ἐκ τῶν γνώστων τούτων τῆς ἐπαναστάσεως ὁ γενναῖος ἀρχηγὸς τῆς Λακεδαίμονος Παναγιώτης Γιατράκος ἐτιμήθη διὰ τοῦ τίτλου τοῦ γερουσιαστοῦ καὶ διὰ τοῦ Χρυσοῦ Σταυροῦ τοῦ Τάγματος τοῦ Σωτῆρος, ὡς ἐμφαίνεται ἐκ τῶν κατωτέρω δημοσιευομένων δύο Διαταγμάτων: xyxy=(30,285,302,363)
article-paragraph: Μετὰ τὴν δοξολογίαν ὁ Δήμαρχος κ. Σκυλίτσης ἐξεφώνησε λόγον. xyxy=(1035,952,1277,977)
article-paragraph: κολοῦθον τὸν καλόγηρον, ὁ ὁποῖος τοῦ ὡμίλει καὶ αὐτὸν πρὸς τὸν κελλίον. xyxy=(552,1473,770,1498)
countersignature: Α. Μαυροκορδάτος xyxy=(205,572,302,584)
article-paragraph: — Ὁ αἰδεσιμώτατος εἶναι εἰς τὴν κρύπτην μὲ τὸν σεβασμιώτατον ἀρχιεπίσκοπον Λυῶνος, εἶπεν πάλιν ὁ καλόγηρος. xyxy=(552,1505,770,1543)
article-paragraph: Ἐξόχως λαμπρὰ ἑορτάσθη ἐφέτος ἡ 25 Μαρτίου εἰς τὸ μέγαρον τοῦ καλοῦ καὶ προοδευτικοῦ Συλλόγου τῶν Ἐμπορουπαλλήλων ἐπὶ τῆς πλατείας Μητροπόλεως. xyxy=(782,369,1022,420)
article-paragraph: κρίνη προσφέρομεν εἰς σκότη, τὰ συναισθήματά των ἐπιτρέπουν καὶ τὸ σπουδάσει. xyxy=(782,1473,1022,1498)
article-paragraph: Τούτου ἀκολουθεῖ ὁ φοιτητὴς τῆς νομικῆς κ. Παπανδρέου. xyxy=(552,1035,770,1060)
article-paragraph: κρὸν υἱὸν τοῦ κ. Χρηστοδούλη. xyxy=(1035,67,1186,78)
article-paragraph: — Ἀδελφέ μου, εἶπεν ὁ ἀρχιεπίσκοπος, σὲ ἀνέμενον. xyxy=(552,1614,770,1639)
continued-note: ΣΥΝΕΧΕΙΑ ΕΚ ΤΟΥ ΧΘΕΣΙΝΟΥ xyxy=(30,1700,166,1710)
article-paragraph: Ὅτε ἔφθασαν εἰς τὴν ἔμπροσθεν τοῦ ἀνδριάντος πλατεῖαν, ἐκ τῶν ἀνδριάντος συντροφευομένων τοῦ τελεσφόρου τῶν Μαθηματικῶν κ. Φιλοπάππου κ. Καρπενησίου ὁ φίλος ἀπήγγειλε λόγον. xyxy=(782,247,1022,311)
article-paragraph: Εἰς τὴν πρώτην αὐλὴν τῆς μονῆς, ἦσαν ἀποθηκευμένοι πέντε σάκκοι, ὁ καθεὶς περιέχων 1000 φράγκα. xyxy=(30,1773,302,1811)
article-paragraph: Άμα τῇ ἀποκαταστάσει τῆς τάξεως ἐν τῷ Βασιλείῳ ἡ κυβέρνησις τοῦ ἀειμνήστου Όθωνος ἔσπευσε κατὰ σειρὰν ν' ἀπονείμῃ τίτλους καὶ διακρίσεις καὶ ἀξιώματα εἰς τοὺς πολιτικοὺς καὶ στρατιωτικοὺς ἀρχηγοὺς τοῦ Ἀγῶνος. Ἐν τοῖς πρώτοις ἐτιμήθησαν οἱ ἀρχηγοὶ τῆς Σπετσῶν, τῆς Πελοποννήσου, καὶ τῶν νήσων ὑπὸ τὴν ἡγεσίαν τῶν ὁποίων ἡ ἐπαναστατημένη φυλὴ κατήγαγε τοσούτους περικλεεῖς θριάμβους ἀνὰ τοὺς κάμπους καὶ τὰ βουνὰ τῆς ἠπειρωτικῆς Ἑλλάδος καὶ τῆς Πελοποννήσου καὶ ἀνὰ τὰς πέριξ θαλάσσας. xyxy=(30,149,302,278)
article-paragraph: Εἰς τὸ 16ον σχολεῖον τῶν θηλέων ἀπήγγειλε ἐνθουσιωδέστατον ποίημα ἡ μαθήτρια Χρυσάνθη Ἀθηνοῦ. xyxy=(1035,414,1277,453)
article-paragraph: Ὡμίλησεν ὁ πρόεδρος τοῦ Συλλόγου κ. Ῥάλλης, ἡ δὲ ἑορτὴ κατέληξε μετὰ τὸ ᾆσμα τοῦ ἐθνικοῦ ὕμνου. xyxy=(1035,536,1277,574)
masthead-title: ΣΚΡΙΠ xyxy=(767,10,873,39)
section-heading: Η ΔΟΞΟΛΟΓΙΑ xyxy=(606,435,716,450)
article-paragraph: Πρὸς κόσμον τοῦτον ἐκδόσαμεν τὸ παρὸν, ὑπογεγραμμένον παρ' ἡμῶν, καὶ προσυπογεγραμμένον παρὰ τοῦ ἡμετέρου γραμματέως τῆς Ἐπικρατείας ἐπὶ τοῦ Βασιλικοῦ Οἴκου καὶ ἐπὶ τῶν Ἐξωτερικῶν. xyxy=(30,767,302,818)
column-rule xyxy=(775,1470,776,2160)
article-paragraph: Ἀκολούθως ὁ φοιτητικὸς προπορευόμενος τῆς σημαίας τοῦ Πανεπιστημίου καὶ τῆς μουσικῆς ἐπορεύθη εἰς τὸν ἀνδριάντα τοῦ Ρήγα Φεραίου καὶ τοῦ Γρηγορίου Ε'. xyxy=(552,1112,770,1164)
decree-heading: ΟΘΩΝ xyxy=(123,585,209,615)
headline: ΠΑΝΗΓΥΡΙΣΜΟΣ ΤΗΣ ΕΘΝΙΚΗΣ ΕΟΡΤΗΣ xyxy=(334,175,754,199)
column-4 xyxy=(782,66,1022,1458)
ad-price: Ἀπὸ 75 δραχμάς xyxy=(124,1125,208,1137)
article-paragraph: Ἡ Πλατεῖα τοῦ Συντάγματος, καὶ αἱ ὁδοὶ Ἑρμοῦ καὶ Εὐαγγελιστρίας, ἀπὸ τῆς 9ης π. μ. ὥρας παρουσίαζον ὄψιν πανηγυρικήν. xyxy=(318,457,540,495)
serial-column-3 xyxy=(552,1472,770,2165)
ad-text: μὲ τὰς πλέον εὐλικρινεῖς ΛΑΪΚΑΣ ΤΙΜΑΣ. xyxy=(46,1072,286,1084)
article-paragraph: ΠΥΡΓΟΣ, 25 Μαρτίου. (Τηλεγράφημα «Σκρίπ»). Μετὰ ἐξαιρετικῆς λαμπρότητος καὶ μεγαλοπρεπείας ἑωρτάσθη ἡ ἐπέτειος τῆς Ἐθνικῆς ἑορτῆς. Ἡ πόλις ἐσημαιοστολίσθη, τὸ ἑσπέρας ἐφωταγωγήθη. xyxy=(1290,334,1568,385)
to-be-continued: [Ἀκολουθεῖ] xyxy=(1496,1600,1566,1612)
article-paragraph: Ἐπίσης ὡραιοτάτη διεξήχθη ἡ τελετὴ χθὲς τὸ ἀπόγευμα εἰς τὸ ἐπὶ τῆς ὁδοῦ Μιχαὴλ Βόδα Ἐθνικὸν Οἰκοτροφεῖον, μετάσχοντος εἰς τὴν τελετὴν ταύτην καὶ τοῦ νέου Μακεδονικοῦ Συλλόγου. xyxy=(1035,118,1277,182)
serial-title: Η ΗΡΩΙΣ xyxy=(131,1524,439,1594)
article-paragraph: Καὶ ἑτοιμάσθη νὰ ὑποδεχθῇ τὸν ἀδελφὸν, ὁ ὁποῖος ἐφάνη κατερχόμενος μετὰ τῆς μεγαλυτέρας δυσκολίας. xyxy=(318,1778,540,1816)
article-paragraph: Τὸν κ. Καρολίδην διεδέχετο εἰς τὸ βῆμα ὁ φοιτητὴς κ. Σπ. Παλαμᾶς ὅστις ἀπήγγειλε ποίημα. xyxy=(552,990,770,1028)
ad-address: 12 Σταδίου (κάτωθεν Πρωτοδικείου) ἔναντι Βουλῆς xyxy=(48,1156,284,1183)
article-paragraph: Τὴν 10ην καὶ 30 ἀκριβῶς αἱ Β. ἅμαξαι ἐξελθοῦσαι εἰσεχώρησαν εἰς τὴν ὁδὸν τὴν ἀπὸ Ἑρμοῦ μετὰ τῶν μουσικῶν παιανιζουσῶν. xyxy=(318,1050,540,1101)
article-paragraph: Ἄπειρον πλῆθος ἀνθρώπων πάσης τάξεως κατέκλυζον τὴν αἴθουσαν ἀπὸ ἐνωρὶς, ἐνῷ ὁ πρόεδρος τοῦ Συλλόγου κ. Ροδούλης καὶ τὰ λοιπὰ μέλη τοῦ Συμβουλίου. xyxy=(782,427,1022,479)
article-paragraph: Ἐκεῖ φοιτητὴς ἀπήγγειλε λόγον ἐνθουσιώδη. xyxy=(552,777,770,802)
article-paragraph: Μετὰ τὸ πέρας τῆς δοξολογίας, ἐγένετο ἐπίσημος δεξίωσις εἰς τὸ Δημαρχεῖον, καθ' ἣν ὁ κόσμος μετὰ τῶν μαθητῶν ἐξεφώνησε λόγον ὑπὸ τὸν διδάσκαλον τῶν σχολείων. xyxy=(1290,117,1568,168)
banner-title: ΝΕΩΤΕΡΑ xyxy=(366,66,722,119)
decree-number: Ἀριθ. 3265. xyxy=(30,369,89,381)
article-paragraph: Ὀλίγον μετὰ τὴν 11 ὥραν πρὸ μεσημβρίας οἱ φοιτηταὶ ἐξελθόντες ἐπὶ κεφαλῆς τῆς σημαίας τοῦ Πανεπιστημίου, ἦλθον ὑπὸ τὰς προπυλαίας τοῦ Πανεπιστημίου ὅπου συνεκεντρώθησαν ὅλοι. xyxy=(552,634,770,699)
article-paragraph: Ἡ πλατεῖα τοῦ Συντάγματος καὶ αἱ πέριξ ὁδοὶ κατεκλύζοντο ὑπὸ πλήθους ἀνθρώπων. xyxy=(1035,658,1277,683)
section-heading: Ο ΠΑΝΗΓΥΡΙΚΟΣ Τ. ΛΑΜΠΡΟΥ xyxy=(784,575,1020,590)
column-3 xyxy=(552,300,770,1460)
